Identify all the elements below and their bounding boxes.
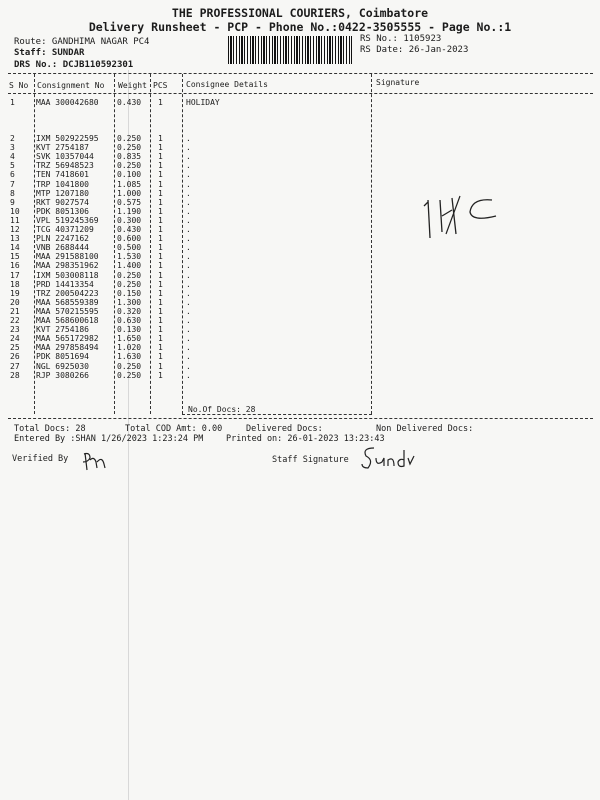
row-sno: 24	[10, 334, 20, 344]
row-sno: 17	[10, 270, 20, 280]
row-weight: 0.250	[117, 279, 142, 289]
row-weight: 0.835	[117, 152, 142, 162]
row-consignee-details: HOLIDAY	[186, 98, 220, 107]
barcode	[228, 36, 352, 64]
row-weight: 1.020	[117, 343, 142, 353]
row-weight: 1.300	[117, 297, 142, 307]
row-consignee-details: .	[186, 225, 191, 234]
entered-by: Entered By :SHAN 1/26/2023 1:23:24 PM	[14, 434, 204, 444]
row-consignee-details: .	[186, 325, 191, 335]
row-pcs: 1	[158, 288, 163, 298]
header-bottom-rule	[8, 93, 593, 94]
row-weight: 1.000	[117, 188, 142, 198]
row-consignee-details: .	[186, 179, 191, 189]
row-pcs: 1	[158, 306, 163, 316]
row-pcs: 1	[158, 98, 163, 107]
row-weight: 0.100	[117, 170, 142, 180]
row-consignee-details: .	[186, 161, 191, 171]
row-consignment-no: MTP 1207180	[36, 188, 89, 198]
row-pcs: 1	[158, 325, 163, 335]
row-pcs: 1	[158, 143, 163, 153]
col-consignee: Consignee Details	[186, 80, 268, 89]
row-consignee-details: .	[186, 215, 191, 225]
row-weight: 0.600	[117, 234, 142, 244]
row-sno: 12	[10, 225, 20, 234]
row-consignee-details: .	[186, 252, 191, 262]
verifier-signature	[80, 450, 110, 472]
row-sno: 13	[10, 234, 20, 244]
row-weight: 0.250	[117, 270, 142, 280]
row-sno: 6	[10, 170, 15, 180]
row-consignment-no: PDK 8051694	[36, 352, 89, 362]
row-pcs: 1	[158, 197, 163, 207]
row-sno: 9	[10, 197, 15, 207]
col-weight: Weight	[118, 81, 147, 90]
row-sno: 3	[10, 143, 15, 153]
row-sno: 18	[10, 279, 20, 289]
row-consignee-details: .	[186, 170, 191, 180]
row-sno: 11	[10, 215, 20, 225]
row-consignment-no: NGL 6925030	[36, 361, 89, 371]
row-sno: 4	[10, 152, 15, 162]
row-pcs: 1	[158, 370, 163, 380]
col-sno: S No	[9, 81, 29, 90]
row-sno: 16	[10, 261, 20, 271]
non-delivered-docs: Non Delivered Docs:	[376, 424, 474, 434]
row-sno: 5	[10, 161, 15, 171]
divider-signature	[371, 74, 372, 414]
col-consignment: Consignment No	[37, 81, 105, 90]
row-sno: 21	[10, 306, 20, 316]
row-pcs: 1	[158, 225, 163, 234]
row-consignee-details: .	[186, 206, 191, 216]
row-pcs: 1	[158, 352, 163, 362]
row-pcs: 1	[158, 188, 163, 198]
col-pcs: PCS	[153, 81, 168, 90]
row-consignment-no: MAA 565172982	[36, 334, 99, 344]
row-sno: 23	[10, 325, 20, 335]
row-pcs: 1	[158, 179, 163, 189]
col-signature: Signature	[376, 78, 420, 87]
row-consignment-no: RKT 9027574	[36, 197, 89, 207]
row-pcs: 1	[158, 170, 163, 180]
staff-signature	[360, 444, 420, 472]
row-weight: 0.250	[117, 143, 142, 153]
row-sno: 1	[10, 98, 15, 107]
row-weight: 1.085	[117, 179, 142, 189]
drs-number: DRS No.: DCJB110592301	[14, 60, 134, 70]
row-pcs: 1	[158, 343, 163, 353]
row-pcs: 1	[158, 279, 163, 289]
row-consignment-no: MAA 568600618	[36, 316, 99, 325]
row-sno: 8	[10, 188, 15, 198]
row-weight: 0.250	[117, 134, 142, 143]
route-label: Route: GANDHIMA NAGAR PC4	[14, 37, 150, 47]
row-weight: 0.575	[117, 197, 142, 207]
row-consignee-details: .	[186, 243, 191, 253]
row-consignment-no: MAA 570215595	[36, 306, 99, 316]
rs-number: RS No.: 1105923	[360, 34, 442, 44]
docs-bottom-rule	[182, 414, 372, 415]
total-cod: Total COD Amt: 0.00	[125, 424, 223, 434]
rs-date: RS Date: 26-Jan-2023	[360, 45, 469, 55]
row-consignee-details: .	[186, 197, 191, 207]
row-pcs: 1	[158, 261, 163, 271]
row-consignment-no: IXM 503008118	[36, 270, 99, 280]
row-pcs: 1	[158, 297, 163, 307]
row-pcs: 1	[158, 206, 163, 216]
row-consignment-no: TRZ 56948523	[36, 161, 94, 171]
row-weight: 1.530	[117, 252, 142, 262]
row-consignee-details: .	[186, 297, 191, 307]
row-consignee-details: .	[186, 316, 191, 325]
row-consignee-details: .	[186, 288, 191, 298]
row-sno: 20	[10, 297, 20, 307]
row-pcs: 1	[158, 270, 163, 280]
row-consignment-no: PDK 8051306	[36, 206, 89, 216]
row-consignment-no: TRP 1041800	[36, 179, 89, 189]
row-weight: 0.150	[117, 288, 142, 298]
row-weight: 0.630	[117, 316, 142, 325]
row-consignment-no: KVT 2754187	[36, 143, 89, 153]
row-consignee-details: .	[186, 334, 191, 344]
row-weight: 0.250	[117, 161, 142, 171]
staff-signature-label: Staff Signature	[272, 455, 349, 465]
row-consignment-no: MAA 298351962	[36, 261, 99, 271]
row-weight: 0.430	[117, 98, 142, 107]
row-consignment-no: MAA 568559389	[36, 297, 99, 307]
row-consignment-no: PRD 14413354	[36, 279, 94, 289]
row-weight: 0.430	[117, 225, 142, 234]
row-consignee-details: .	[186, 343, 191, 353]
row-pcs: 1	[158, 334, 163, 344]
printed-on: Printed on: 26-01-2023 13:23:43	[226, 434, 385, 444]
handwritten-mark	[420, 190, 510, 245]
row-weight: 0.130	[117, 325, 142, 335]
row-sno: 15	[10, 252, 20, 262]
row-pcs: 1	[158, 252, 163, 262]
runsheet-subtitle: Delivery Runsheet - PCP - Phone No.:0422-3505555 - Page No.:1	[88, 20, 512, 34]
row-pcs: 1	[158, 361, 163, 371]
row-consignment-no: RJP 3080266	[36, 370, 89, 380]
divider-consignment	[114, 74, 115, 414]
row-weight: 0.250	[117, 370, 142, 380]
row-weight: 1.400	[117, 261, 142, 271]
row-sno: 26	[10, 352, 20, 362]
row-sno: 7	[10, 179, 15, 189]
row-consignment-no: TCG 40371209	[36, 225, 94, 234]
row-consignment-no: IXM 502922595	[36, 134, 99, 143]
row-consignee-details: .	[186, 261, 191, 271]
row-weight: 1.650	[117, 334, 142, 344]
row-sno: 27	[10, 361, 20, 371]
row-consignment-no: MAA 300042680	[36, 98, 99, 107]
row-sno: 28	[10, 370, 20, 380]
row-sno: 14	[10, 243, 20, 253]
row-weight: 0.500	[117, 243, 142, 253]
row-pcs: 1	[158, 243, 163, 253]
row-consignment-no: TEN 7418601	[36, 170, 89, 180]
row-pcs: 1	[158, 215, 163, 225]
row-pcs: 1	[158, 152, 163, 162]
table-bottom-rule	[8, 418, 593, 419]
row-consignee-details: .	[186, 306, 191, 316]
row-pcs: 1	[158, 161, 163, 171]
row-consignment-no: VPL 519245369	[36, 215, 99, 225]
row-consignment-no: KVT 2754186	[36, 325, 89, 335]
verified-by-label: Verified By	[12, 454, 69, 464]
row-consignment-no: TRZ 200504223	[36, 288, 99, 298]
divider-weight	[150, 74, 151, 414]
divider-pcs	[182, 74, 183, 414]
row-weight: 1.190	[117, 206, 142, 216]
row-consignment-no: PLN 2247162	[36, 234, 89, 244]
row-consignee-details: .	[186, 152, 191, 162]
row-pcs: 1	[158, 316, 163, 325]
row-consignee-details: .	[186, 370, 191, 380]
staff-label: Staff: SUNDAR	[14, 48, 85, 58]
row-sno: 19	[10, 288, 20, 298]
row-consignee-details: .	[186, 352, 191, 362]
company-title: THE PROFESSIONAL COURIERS, Coimbatore	[171, 6, 429, 20]
row-sno: 10	[10, 206, 20, 216]
row-consignee-details: .	[186, 234, 191, 244]
row-weight: 0.320	[117, 306, 142, 316]
row-consignee-details: .	[186, 270, 191, 280]
row-consignment-no: SVK 10357044	[36, 152, 94, 162]
row-weight: 0.300	[117, 215, 142, 225]
row-weight: 0.250	[117, 361, 142, 371]
row-consignment-no: MAA 297858494	[36, 343, 99, 353]
row-sno: 2	[10, 134, 15, 143]
row-pcs: 1	[158, 234, 163, 244]
no-of-docs: No.Of Docs: 28	[188, 405, 256, 414]
row-pcs: 1	[158, 134, 163, 143]
row-consignment-no: MAA 291588100	[36, 252, 99, 262]
header-top-rule	[8, 73, 593, 74]
row-consignee-details: .	[186, 361, 191, 371]
row-consignment-no: VNB 2688444	[36, 243, 89, 253]
row-sno: 22	[10, 316, 20, 325]
row-consignee-details: .	[186, 279, 191, 289]
total-docs: Total Docs: 28	[14, 424, 86, 434]
row-consignee-details: .	[186, 188, 191, 198]
row-consignee-details: .	[186, 134, 191, 143]
row-weight: 1.630	[117, 352, 142, 362]
delivered-docs: Delivered Docs:	[246, 424, 323, 434]
row-sno: 25	[10, 343, 20, 353]
row-consignee-details: .	[186, 143, 191, 153]
divider-sno	[34, 74, 35, 414]
